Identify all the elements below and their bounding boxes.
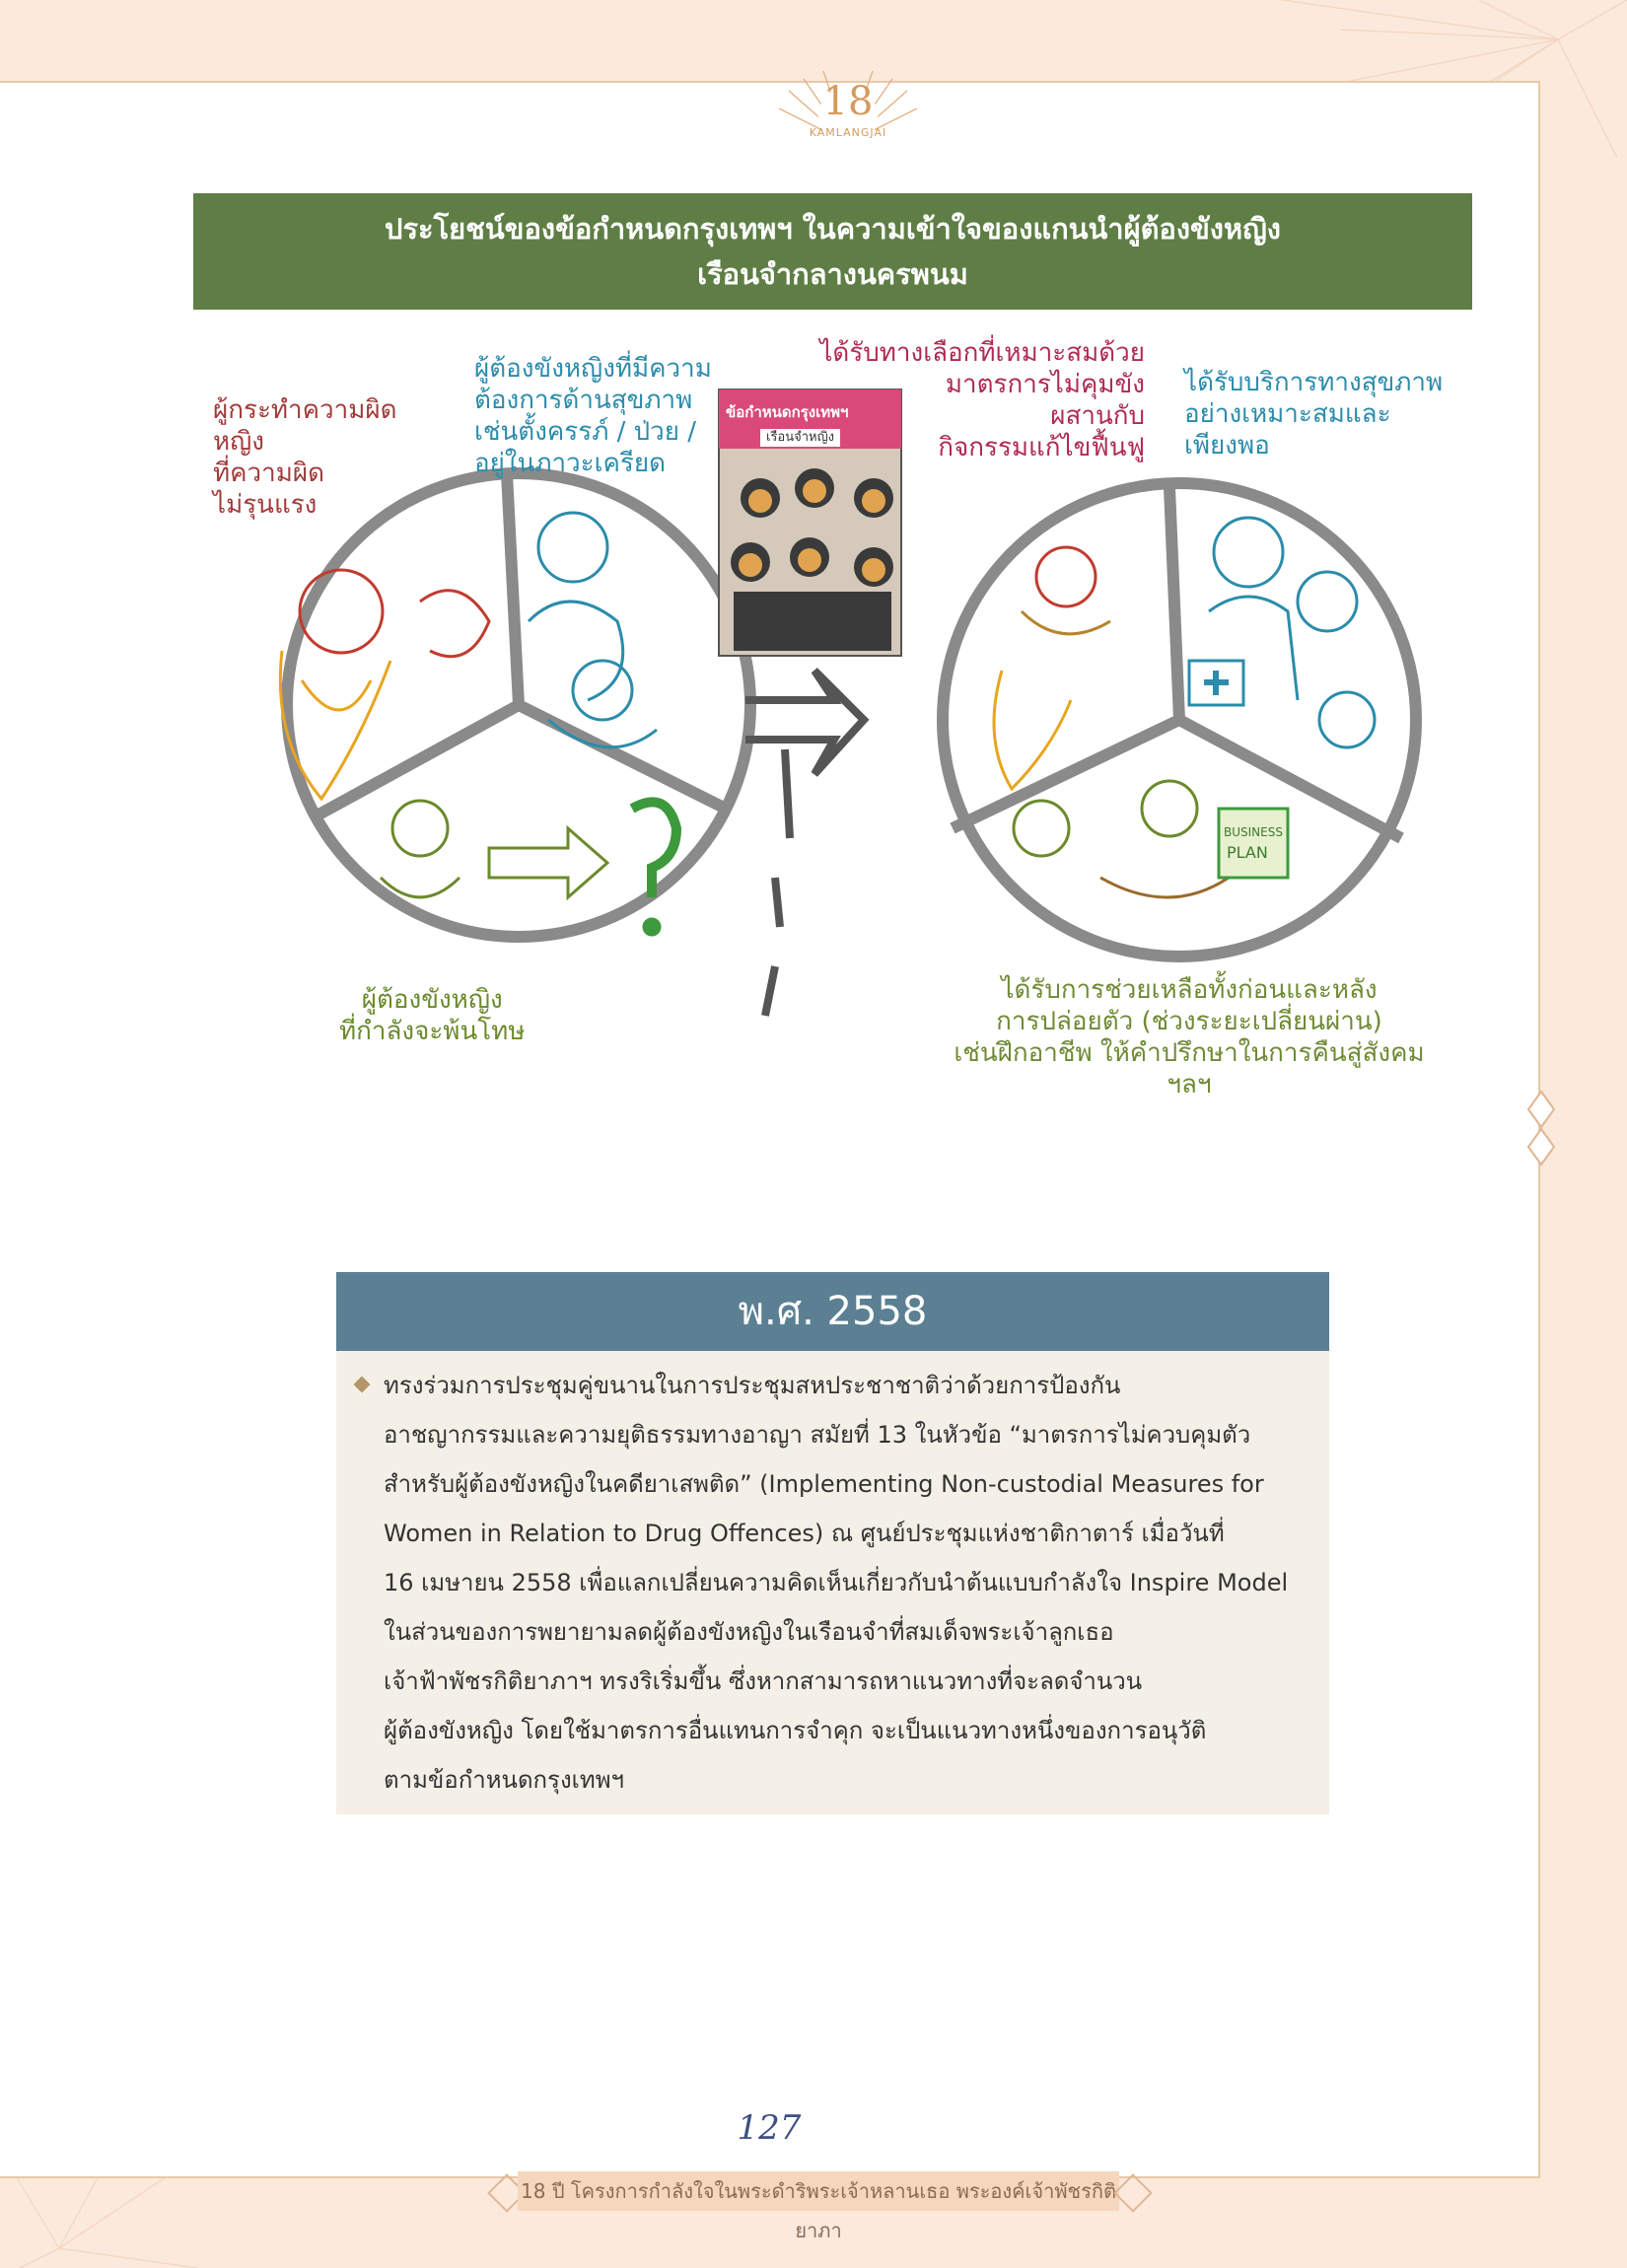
label-line: ผู้ต้องขังหญิง: [361, 985, 503, 1015]
label-line: กิจกรรมแก้ไขฟื้นฟู: [938, 433, 1145, 462]
paragraph-line: ในส่วนของการพยายามลดผู้ต้องขังหญิงในเรือนจำที่สมเด็จพระเจ้าลูกเธอ: [384, 1618, 1114, 1646]
label-line: ที่กำลังจะพ้นโทษ: [339, 1017, 526, 1046]
label-line: เพียงพอ: [1184, 431, 1270, 461]
label-line: ผู้กระทำความผิด: [213, 395, 397, 425]
section-body: [336, 1351, 1329, 1814]
label-line: ได้รับบริการทางสุขภาพ: [1184, 368, 1444, 397]
label-line: ได้รับทางเลือกที่เหมาะสมด้วย: [819, 338, 1145, 368]
paragraph-line: ตามข้อกำหนดกรุงเทพฯ: [384, 1766, 624, 1794]
label-line: เช่นตั้งครรภ์ / ป่วย /: [474, 417, 696, 447]
label-line: อยู่ในภาวะเครียด: [474, 449, 666, 478]
label-healthcare-services: [1184, 367, 1443, 461]
logo-number: 18: [822, 79, 874, 124]
label-line: ผู้ต้องขังหญิงที่มีความ: [474, 354, 712, 384]
business-plan-sign-line1: BUSINESS: [1224, 825, 1283, 839]
label-line: ฯลฯ: [1167, 1070, 1212, 1099]
label-nonviolent-offenders: [213, 394, 397, 521]
label-about-to-be-released: [339, 984, 525, 1047]
section-paragraph: [384, 1361, 1310, 1805]
paragraph-line: ทรงร่วมการประชุมคู่ขนานในการประชุมสหประชาชาติว่าด้วยการป้องกัน: [384, 1372, 1121, 1399]
label-line: ต้องการด้านสุขภาพ: [474, 386, 693, 415]
label-line: ไม่รุนแรง: [213, 490, 318, 520]
label-line: ผสานกับ: [1050, 401, 1145, 431]
edge-diamond-ornament: [1526, 1090, 1556, 1169]
banner-title-line1: ประโยชน์ของข้อกำหนดกรุงเทพฯ ในความเข้าใจของแกนนำผู้ต้องขังหญิง: [385, 212, 1281, 246]
label-line: การปล่อยตัว (ช่วงระยะเปลี่ยนผ่าน): [996, 1007, 1382, 1036]
label-line: เช่นฝึกอาชีพ ให้คำปรึกษาในการคืนสู่สังคม: [954, 1038, 1425, 1068]
infographic-illustration: [193, 325, 1472, 1134]
paragraph-line: ผู้ต้องขังหญิง โดยใช้มาตรการอื่นแทนการจำคุก จะเป็นแนวทางหนึ่งของการอนุวัติ: [384, 1717, 1207, 1744]
page-number: 127: [737, 2108, 802, 2148]
label-line: อย่างเหมาะสมและ: [1184, 399, 1391, 429]
title-banner: [193, 193, 1472, 310]
logo-text: KAMLANGJAI: [809, 126, 887, 139]
label-line: ได้รับการช่วยเหลือทั้งก่อนและหลัง: [1001, 975, 1378, 1005]
paragraph-line: Women in Relation to Drug Offences) ณ ศูนย์ประชุมแห่งชาติกาตาร์ เมื่อวันที่: [384, 1520, 1225, 1547]
label-line: หญิง: [213, 427, 264, 457]
paragraph-line: เจ้าฟ้าพัชรกิติยาภาฯ ทรงริเริ่มขึ้น ซึ่งหากสามารถหาแนวทางที่จะลดจำนวน: [384, 1667, 1143, 1695]
book-cover-subtitle: เรือนจำหญิง: [760, 429, 840, 447]
business-plan-sign-line2: PLAN: [1227, 843, 1268, 862]
footer-caption: 18 ปี โครงการกำลังใจในพระดำริพระเจ้าหลานเธอ พระองค์เจ้าพัชรกิติยาภา: [518, 2171, 1119, 2211]
label-transition-assistance: [923, 974, 1455, 1100]
diamond-bullet-icon: [354, 1377, 371, 1393]
book-cover-title: ข้อกำหนดกรุงเทพฯ: [726, 403, 849, 421]
paragraph-line: 16 เมษายน 2558 เพื่อแลกเปลี่ยนความคิดเห็นเกี่ยวกับนำต้นแบบกำลังใจ Inspire Model: [384, 1569, 1289, 1596]
label-appropriate-options: [672, 337, 1145, 463]
header-logo: [769, 69, 927, 158]
section-heading: พ.ศ. 2558: [336, 1272, 1329, 1351]
banner-title-line2: เรือนจำกลางนครพนม: [697, 257, 968, 291]
paragraph-line: สำหรับผู้ต้องขังหญิงในคดียาเสพติด” (Implementing Non-custodial Measures for: [384, 1470, 1264, 1498]
paragraph-line: อาชญากรรมและความยุติธรรมทางอาญา สมัยที่ 13 ในหัวข้อ “มาตรการไม่ควบคุมตัว: [384, 1421, 1251, 1449]
label-line: ที่ความผิด: [213, 459, 324, 488]
label-line: มาตรการไม่คุมขัง: [945, 370, 1145, 399]
